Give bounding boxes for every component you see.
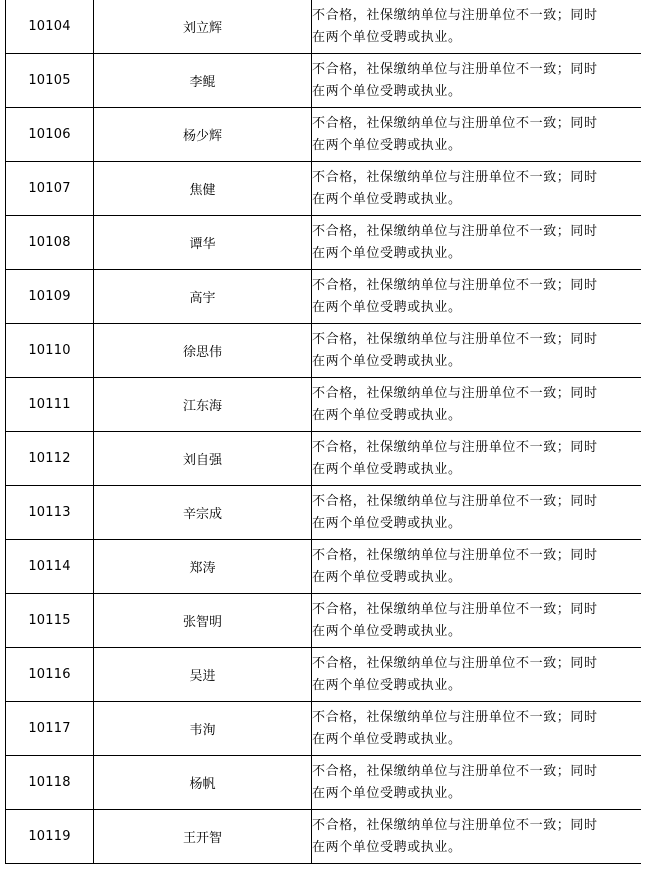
row-result-cell [312, 648, 642, 702]
result-line-1: 不合格，社保缴纳单位与注册单位不一致；同时 [312, 655, 598, 671]
table-row [6, 216, 642, 270]
row-name-cell: 辛宗成 [94, 486, 312, 540]
row-id-cell: 10110 [6, 324, 94, 378]
result-line-1: 不合格，社保缴纳单位与注册单位不一致；同时 [312, 277, 598, 293]
table-row [6, 108, 642, 162]
row-result-cell [312, 486, 642, 540]
row-result-cell [312, 270, 642, 324]
result-line-1: 不合格，社保缴纳单位与注册单位不一致；同时 [312, 331, 598, 347]
table-row [6, 432, 642, 486]
result-line-1: 不合格，社保缴纳单位与注册单位不一致；同时 [312, 547, 598, 563]
table-row [6, 810, 642, 864]
row-result-cell [312, 810, 642, 864]
result-line-2: 在两个单位受聘或执业。 [312, 299, 462, 315]
result-line-2: 在两个单位受聘或执业。 [312, 785, 462, 801]
result-line-2: 在两个单位受聘或执业。 [312, 569, 462, 585]
results-table-body [6, 0, 642, 864]
result-line-1: 不合格，社保缴纳单位与注册单位不一致；同时 [312, 115, 598, 131]
row-id-cell: 10109 [6, 270, 94, 324]
row-name-cell: 郑涛 [94, 540, 312, 594]
row-result-cell [312, 324, 642, 378]
table-row [6, 54, 642, 108]
result-line-1: 不合格，社保缴纳单位与注册单位不一致；同时 [312, 7, 598, 23]
row-name-cell: 张智明 [94, 594, 312, 648]
row-id-cell: 10118 [6, 756, 94, 810]
result-line-2: 在两个单位受聘或执业。 [312, 83, 462, 99]
table-row [6, 648, 642, 702]
table-row [6, 270, 642, 324]
row-name-cell: 刘立辉 [94, 0, 312, 54]
row-id-cell: 10106 [6, 108, 94, 162]
row-result-cell [312, 216, 642, 270]
table-row [6, 486, 642, 540]
row-name-cell: 王开智 [94, 810, 312, 864]
row-id-cell: 10108 [6, 216, 94, 270]
result-line-2: 在两个单位受聘或执业。 [312, 407, 462, 423]
result-line-2: 在两个单位受聘或执业。 [312, 731, 462, 747]
row-result-cell [312, 108, 642, 162]
result-line-1: 不合格，社保缴纳单位与注册单位不一致；同时 [312, 601, 598, 617]
result-line-1: 不合格，社保缴纳单位与注册单位不一致；同时 [312, 817, 598, 833]
result-line-2: 在两个单位受聘或执业。 [312, 191, 462, 207]
row-id-cell: 10115 [6, 594, 94, 648]
row-result-cell [312, 0, 642, 54]
row-name-cell: 刘自强 [94, 432, 312, 486]
row-id-cell: 10111 [6, 378, 94, 432]
result-line-2: 在两个单位受聘或执业。 [312, 461, 462, 477]
row-name-cell: 韦洵 [94, 702, 312, 756]
table-row [6, 540, 642, 594]
table-row [6, 0, 642, 54]
result-line-1: 不合格，社保缴纳单位与注册单位不一致；同时 [312, 709, 598, 725]
row-result-cell [312, 54, 642, 108]
row-id-cell: 10119 [6, 810, 94, 864]
row-name-cell: 焦健 [94, 162, 312, 216]
results-table [5, 0, 641, 864]
row-id-cell: 10113 [6, 486, 94, 540]
result-line-1: 不合格，社保缴纳单位与注册单位不一致；同时 [312, 169, 598, 185]
row-id-cell: 10107 [6, 162, 94, 216]
result-line-2: 在两个单位受聘或执业。 [312, 137, 462, 153]
table-row [6, 324, 642, 378]
row-id-cell: 10105 [6, 54, 94, 108]
row-name-cell: 吴进 [94, 648, 312, 702]
result-line-2: 在两个单位受聘或执业。 [312, 677, 462, 693]
result-line-1: 不合格，社保缴纳单位与注册单位不一致；同时 [312, 385, 598, 401]
table-row [6, 162, 642, 216]
result-line-2: 在两个单位受聘或执业。 [312, 515, 462, 531]
result-line-1: 不合格，社保缴纳单位与注册单位不一致；同时 [312, 61, 598, 77]
row-name-cell: 高宇 [94, 270, 312, 324]
row-id-cell: 10112 [6, 432, 94, 486]
table-row [6, 378, 642, 432]
row-result-cell [312, 378, 642, 432]
row-id-cell: 10104 [6, 0, 94, 54]
result-line-2: 在两个单位受聘或执业。 [312, 839, 462, 855]
row-name-cell: 李鲲 [94, 54, 312, 108]
row-name-cell: 杨少辉 [94, 108, 312, 162]
row-id-cell: 10116 [6, 648, 94, 702]
result-line-2: 在两个单位受聘或执业。 [312, 353, 462, 369]
result-line-1: 不合格，社保缴纳单位与注册单位不一致；同时 [312, 763, 598, 779]
row-id-cell: 10114 [6, 540, 94, 594]
row-result-cell [312, 594, 642, 648]
result-line-1: 不合格，社保缴纳单位与注册单位不一致；同时 [312, 439, 598, 455]
table-row [6, 594, 642, 648]
row-result-cell [312, 756, 642, 810]
result-line-1: 不合格，社保缴纳单位与注册单位不一致；同时 [312, 223, 598, 239]
row-result-cell [312, 432, 642, 486]
row-id-cell: 10117 [6, 702, 94, 756]
results-sheet [5, 0, 641, 888]
row-result-cell [312, 162, 642, 216]
result-line-1: 不合格，社保缴纳单位与注册单位不一致；同时 [312, 493, 598, 509]
result-line-2: 在两个单位受聘或执业。 [312, 29, 462, 45]
row-name-cell: 杨帆 [94, 756, 312, 810]
row-name-cell: 江东海 [94, 378, 312, 432]
row-result-cell [312, 540, 642, 594]
result-line-2: 在两个单位受聘或执业。 [312, 245, 462, 261]
row-result-cell [312, 702, 642, 756]
row-name-cell: 谭华 [94, 216, 312, 270]
result-line-2: 在两个单位受聘或执业。 [312, 623, 462, 639]
row-name-cell: 徐思伟 [94, 324, 312, 378]
table-row [6, 756, 642, 810]
table-row [6, 702, 642, 756]
